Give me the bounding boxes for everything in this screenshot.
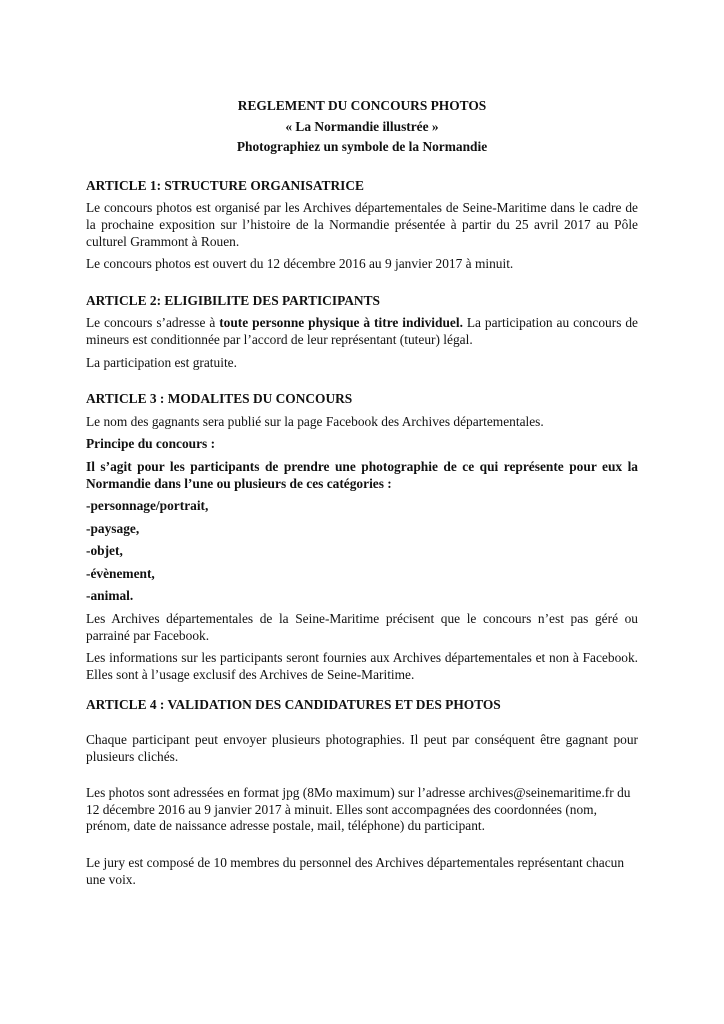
- article-1-paragraph-2: Le concours photos est ouvert du 12 décembre 2016 au 9 janvier 2017 à minuit.: [86, 256, 514, 272]
- article-4-paragraph-3: Le jury est composé de 10 membres du personnel des Archives départementales représentant chacun une voix.: [86, 855, 625, 887]
- document-title-block: [86, 98, 638, 156]
- contest-subtitle: Photographiez un symbole de la Normandie: [236, 139, 488, 155]
- category-item: -paysage,: [86, 520, 140, 536]
- article-1-heading: ARTICLE 1: STRUCTURE ORGANISATRICE: [86, 177, 364, 193]
- article-3-paragraph-2: Les Archives départementales de la Seine-Maritime précisent que le concours n’est pas géré ou parrainé par Facebook.: [86, 611, 638, 643]
- article-2-paragraph-2: La participation est gratuite.: [86, 354, 237, 370]
- principle-text: Il s’agit pour les participants de prendre une photographie de ce qui représente pour eux la Normandie dans l’une ou plusieurs de ces catégories :: [86, 458, 638, 491]
- document-page: [86, 98, 638, 908]
- article-2-bold-text: toute personne physique à titre individuel.: [219, 315, 463, 331]
- article-1-paragraph-1: Le concours photos est organisé par les Archives départementales de Seine-Maritime dans le cadre de la prochaine exposition sur l’histoire de la Normandie présentée à partir du 25 avril 2017 au Pôle culturel Grammont à Rouen.: [86, 200, 638, 249]
- category-item: -personnage/portrait,: [86, 498, 209, 514]
- document-title: REGLEMENT DU CONCOURS PHOTOS: [237, 98, 487, 113]
- contest-name: « La Normandie illustrée »: [285, 118, 439, 134]
- article-4-paragraph-2: Les photos sont adressées en format jpg (8Mo maximum) sur l’adresse archives@seinemaritime.fr du 12 décembre 2016 au 9 janvier 2017 à minuit. Elles sont accompagnées des coordonnées (nom, prénom, date de naissance adresse postale, mail, téléphone) du participant.: [86, 785, 631, 834]
- principle-label: Principe du concours :: [86, 436, 216, 452]
- article-3-paragraph-3: Les informations sur les participants seront fournies aux Archives départementales et non à Facebook. Elles sont à l’usage exclusif des Archives de Seine-Maritime.: [86, 650, 638, 682]
- category-item: -animal.: [86, 588, 134, 604]
- article-3-paragraph-1: Le nom des gagnants sera publié sur la page Facebook des Archives départementales.: [86, 413, 544, 429]
- article-2-section: [86, 293, 638, 371]
- article-4-section: [86, 697, 638, 888]
- article-4-paragraph-1: Chaque participant peut envoyer plusieurs photographies. Il peut par conséquent être gagnant pour plusieurs clichés.: [86, 732, 638, 764]
- article-1-section: [86, 178, 638, 273]
- category-item: -objet,: [86, 543, 123, 559]
- article-2-text-end: La participation au concours de mineurs est conditionnée par l’accord de leur représentant (tuteur) légal.: [86, 315, 638, 347]
- article-2-text-start: Le concours s’adresse à: [86, 315, 220, 331]
- article-3-heading: ARTICLE 3 : MODALITES DU CONCOURS: [86, 391, 353, 407]
- article-4-heading: ARTICLE 4 : VALIDATION DES CANDIDATURES ET DES PHOTOS: [86, 697, 501, 713]
- article-2-paragraph-1: [86, 315, 638, 348]
- article-2-heading: ARTICLE 2: ELIGIBILITE DES PARTICIPANTS: [86, 292, 380, 308]
- article-3-section: [86, 391, 638, 683]
- category-item: -évènement,: [86, 565, 155, 581]
